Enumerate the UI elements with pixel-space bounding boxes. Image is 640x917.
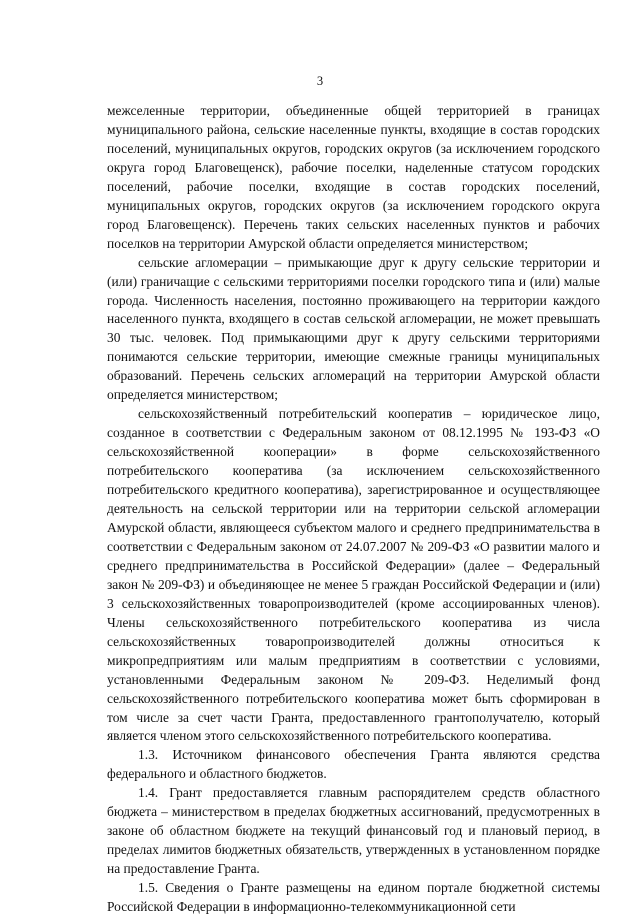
paragraph-1-5: 1.5. Сведения о Гранте размещены на едином портале бюджетной системы Российской Федерации в информационно-телекоммуникационной сети: [107, 880, 600, 915]
document-body: [107, 102, 600, 917]
paragraph-agricultural-cooperative: сельскохозяйственный потребительский кооператив – юридическое лицо, созданное в соответствии с Федеральным законом от 08.12.1995 № 193-ФЗ «О сельскохозяйственной кооперации» в форме сельскохозяйственного потребительского кооператива (за исключением сельскохозяйственного потребительского кредитного кооператива), зарегистрированное и осуществляющее деятельность на сельской территории или на территории сельской агломерации Амурской области, являющееся субъектом малого и среднего предпринимательства в соответствии с Федеральным законом от 24.07.2007 № 209-ФЗ «О развитии малого и среднего предпринимательства в Российской Федерации» (далее – Федеральный закон № 209-ФЗ) и объединяющее не менее 5 граждан Российской Федерации и (или) 3 сельскохозяйственных товаропроизводителей (кроме ассоциированных членов). Члены сельскохозяйственного потребительского кооператива из числа сельскохозяйственных товаропроизводителей должны относиться к микропредприятиям или малым предприятиям в соответствии с условиями, установленными Федеральным законом № 209-ФЗ. Неделимый фонд сельскохозяйственного потребительского кооператива может быть сформирован в том числе за счет части Гранта, предоставленного грантополучателю, который является членом этого сельскохозяйственного потребительского кооператива.: [107, 406, 600, 744]
paragraph-1-4: 1.4. Грант предоставляется главным распорядителем средств областного бюджета – министерством в пределах бюджетных ассигнований, предусмотренных в законе об областном бюджете на текущий финансовый год и плановый период, в пределах лимитов бюджетных обязательств, утвержденных в установленном порядке на предоставление Гранта.: [107, 785, 600, 877]
paragraph-rural-agglomerations: сельские агломерации – примыкающие друг к другу сельские территории и (или) граничащие с сельскими территориями поселки городского типа и (или) малые города. Численность населения, постоянно проживающего на территории каждого населенного пункта, входящего в состав сельской агломерации, не может превышать 30 тыс. человек. Под примыкающими друг к другу сельскими территориями понимаются сельские территории, имеющие смежные границы муниципальных образований. Перечень сельских агломераций на территории Амурской области определяется министерством;: [107, 254, 600, 403]
paragraph-settlements: межселенные территории, объединенные общей территорией в границах муниципального района, сельские населенные пункты, входящие в состав городских поселений, муниципальных округов, городских округов (за исключением городского округа город Благовещенск), рабочие поселки, наделенные статусом городских поселений, рабочие поселки, входящие в состав городских поселений, муниципальных округов, городских округов (за исключением городского округа город Благовещенск). Перечень таких сельских населенных пунктов и рабочих поселков на территории Амурской области определяется министерством;: [107, 103, 600, 251]
page-number: 3: [316, 74, 324, 88]
paragraph-1-3: 1.3. Источником финансового обеспечения Гранта являются средства федерального и областного бюджетов.: [107, 747, 600, 782]
